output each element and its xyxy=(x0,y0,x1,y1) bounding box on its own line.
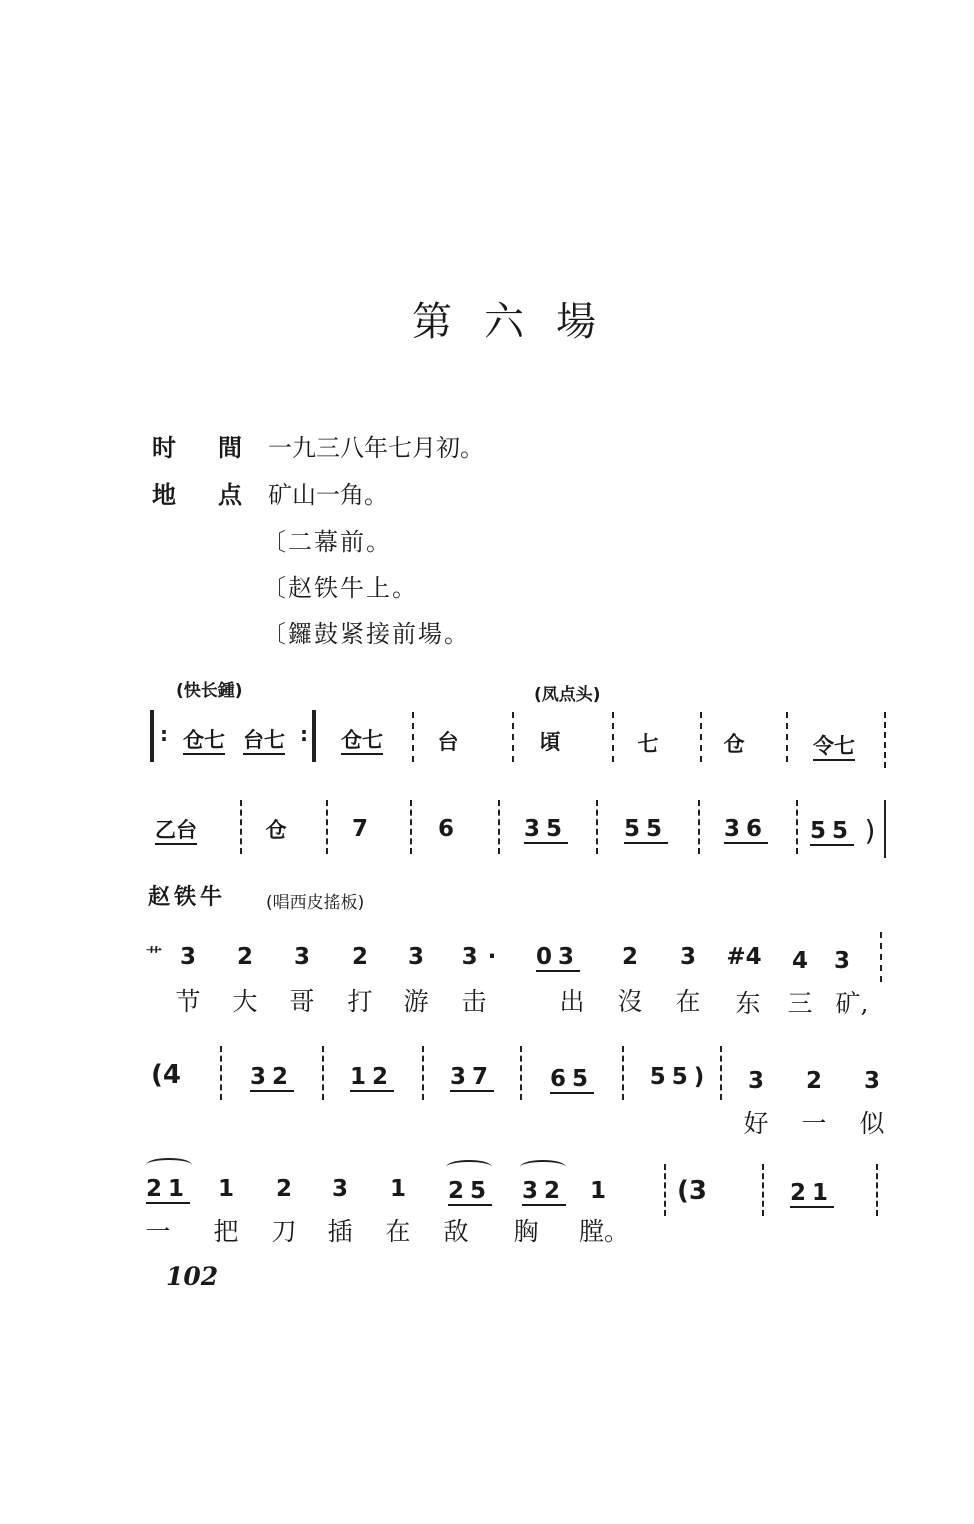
percussion-note: 台七 xyxy=(243,728,285,752)
bar-line xyxy=(622,1046,624,1100)
score-note: 36 xyxy=(723,816,769,842)
percussion-note: 乙台 xyxy=(155,818,197,842)
lyric: 游 xyxy=(403,987,429,1016)
singer-name: 赵铁牛 xyxy=(148,885,227,910)
lyric: 胸 xyxy=(513,1217,539,1246)
percussion-note: 仓 xyxy=(723,732,745,756)
lyric: 节 xyxy=(175,987,201,1016)
percussion-note: 七 xyxy=(637,732,659,756)
score-note: 3 xyxy=(293,944,311,970)
score-note: 32 xyxy=(521,1178,567,1204)
score-note: 2 xyxy=(351,944,369,970)
bar-line xyxy=(220,1046,222,1100)
score-note: 4 xyxy=(791,948,809,974)
bar-line xyxy=(884,712,886,768)
lyric: 在 xyxy=(675,987,701,1016)
score-note: 3 xyxy=(747,1068,765,1094)
percussion-note: 頃 xyxy=(539,730,561,754)
time-value: 一九三八年七月初。 xyxy=(268,434,484,462)
time-label: 时 間 xyxy=(152,434,242,462)
bar-line xyxy=(596,800,598,854)
lyric: 膛。 xyxy=(578,1217,630,1246)
lyric: 大 xyxy=(232,987,258,1016)
free-meter-sign: 艹 xyxy=(145,945,163,964)
bar-line xyxy=(412,712,414,762)
score-note: 21 xyxy=(789,1180,835,1206)
score-note: 2 xyxy=(621,944,639,970)
lyric: 矿, xyxy=(835,989,869,1018)
score-note: 03 xyxy=(535,944,581,970)
repeat-dots: : xyxy=(160,722,168,746)
bar-line xyxy=(512,712,514,762)
percussion-note: 仓 xyxy=(265,818,287,842)
stage-direction: 〔二幕前。 xyxy=(262,528,392,556)
bar-line xyxy=(698,800,700,854)
score-note: (4 xyxy=(151,1060,181,1090)
bar-line xyxy=(322,1046,324,1100)
page-number: 102 xyxy=(166,1262,219,1291)
score-note: 2 xyxy=(275,1176,293,1202)
bar-line xyxy=(700,712,702,762)
lyric: 一 xyxy=(801,1109,827,1138)
score-note: 55) xyxy=(649,1064,711,1090)
bar-line xyxy=(612,712,614,762)
lyric: 一 xyxy=(145,1217,171,1246)
repeat-dots: : xyxy=(300,722,308,746)
score-note: 1 xyxy=(389,1176,407,1202)
score-note: 25 xyxy=(447,1178,493,1204)
lyric: 哥 xyxy=(289,987,315,1016)
lyric: 敌 xyxy=(443,1217,469,1246)
score-note: 35 xyxy=(523,816,569,842)
place-label: 地 点 xyxy=(152,481,242,509)
score-note: 2 xyxy=(236,944,254,970)
bar-line xyxy=(786,712,788,762)
bar-line xyxy=(422,1046,424,1100)
score-note: 3 xyxy=(833,948,851,974)
place-value: 矿山一角。 xyxy=(268,481,388,509)
score-note: 55 xyxy=(623,816,669,842)
score-note: 37 xyxy=(449,1064,495,1090)
percussion-note: 台 xyxy=(437,730,459,754)
closing-paren: ) xyxy=(864,814,876,847)
bar-line xyxy=(884,800,886,858)
score-note: 32 xyxy=(249,1064,295,1090)
score-note: 2 xyxy=(805,1068,823,1094)
lyric: 似 xyxy=(859,1109,885,1138)
score-note: 6 xyxy=(437,816,455,842)
lyric: 三 xyxy=(787,989,813,1018)
bar-line xyxy=(240,800,242,854)
stage-direction: 〔鑼鼓紧接前場。 xyxy=(262,620,470,648)
singing-style: (唱西皮搖板) xyxy=(266,893,365,913)
score-note: #4 xyxy=(726,944,762,970)
slur xyxy=(520,1160,566,1174)
lyric: 击 xyxy=(461,987,487,1016)
bar-line xyxy=(720,1046,722,1100)
score-note: 3 xyxy=(407,944,425,970)
bar-line xyxy=(664,1164,666,1216)
score-note: 1 xyxy=(217,1176,235,1202)
bar-line xyxy=(520,1046,522,1100)
score-note: 3 xyxy=(179,944,197,970)
lyric: 在 xyxy=(385,1217,411,1246)
score-note: 55 xyxy=(809,818,855,844)
percussion-label: (凤点头) xyxy=(534,685,601,705)
score-note: 3 xyxy=(679,944,697,970)
percussion-label: (快长鍾) xyxy=(176,681,243,701)
lyric: 插 xyxy=(327,1217,353,1246)
slur xyxy=(146,1158,192,1172)
bar-line xyxy=(876,1164,878,1216)
lyric: 打 xyxy=(347,987,373,1016)
bar-line xyxy=(312,710,316,762)
percussion-note: 仓七 xyxy=(183,728,225,752)
lyric: 好 xyxy=(743,1109,769,1138)
score-note: (3 xyxy=(677,1176,707,1206)
score-note: 3 xyxy=(863,1068,881,1094)
percussion-note: 令七 xyxy=(813,734,855,758)
lyric: 东 xyxy=(735,989,761,1018)
score-note: 3· xyxy=(461,944,507,970)
scene-title: 第六場 xyxy=(412,299,628,345)
bar-line xyxy=(410,800,412,854)
score-note: 1 xyxy=(589,1178,607,1204)
bar-line xyxy=(150,710,154,762)
score-note: 3 xyxy=(331,1176,349,1202)
lyric: 刀 xyxy=(271,1217,297,1246)
score-note: 65 xyxy=(549,1066,595,1092)
score-note: 21 xyxy=(145,1176,191,1202)
score-note: 7 xyxy=(351,816,369,842)
percussion-note: 仓七 xyxy=(341,728,383,752)
lyric: 把 xyxy=(213,1217,239,1246)
bar-line xyxy=(796,800,798,854)
stage-direction: 〔赵铁牛上。 xyxy=(262,574,418,602)
lyric: 出 xyxy=(559,987,585,1016)
bar-line xyxy=(498,800,500,854)
slur xyxy=(446,1160,492,1174)
lyric: 沒 xyxy=(617,987,643,1016)
score-note: 12 xyxy=(349,1064,395,1090)
bar-line xyxy=(880,932,882,982)
bar-line xyxy=(762,1164,764,1216)
bar-line xyxy=(326,800,328,854)
